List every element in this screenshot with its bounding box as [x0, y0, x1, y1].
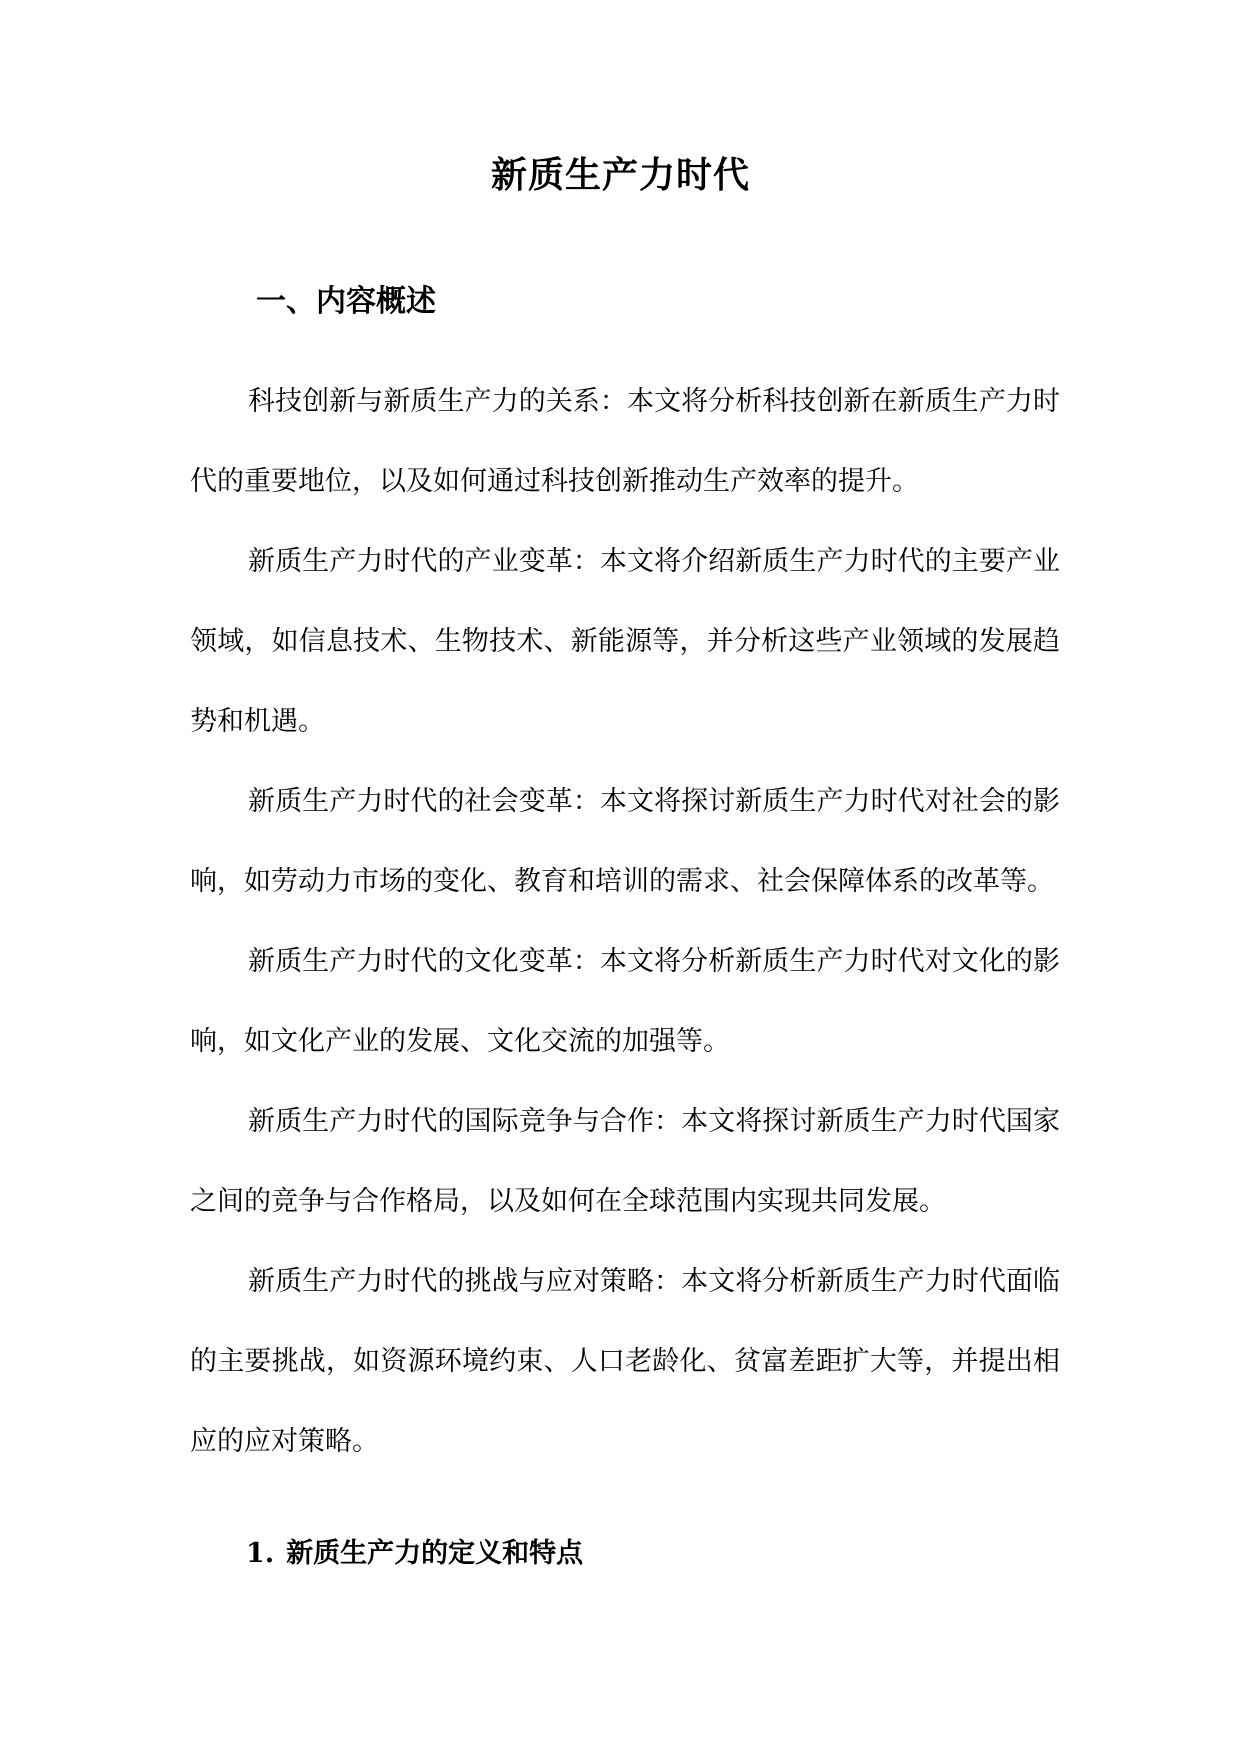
- paragraph-industry-change: 新质生产力时代的产业变革：本文将介绍新质生产力时代的主要产业领域，如信息技术、生物技术、新能源等，并分析这些产业领域的发展趋势和机遇。: [190, 546, 1060, 737]
- section-heading: 一、内容概述: [256, 284, 436, 319]
- paragraph-challenges: 新质生产力时代的挑战与应对策略：本文将分析新质生产力时代面临的主要挑战，如资源环境约束、人口老龄化、贫富差距扩大等，并提出相应的应对策略。: [190, 1266, 1060, 1457]
- subsection-number: 1.: [246, 1538, 275, 1569]
- document-body: [190, 362, 1060, 1482]
- subsection-title: 新质生产力的定义和特点: [286, 1538, 584, 1569]
- paragraph-tech-innovation: 科技创新与新质生产力的关系：本文将分析科技创新在新质生产力时代的重要地位，以及如何通过科技创新推动生产效率的提升。: [190, 386, 1060, 497]
- paragraph-cultural-change: 新质生产力时代的文化变革：本文将分析新质生产力时代对文化的影响，如文化产业的发展、文化交流的加强等。: [190, 946, 1060, 1057]
- paragraph-international: 新质生产力时代的国际竞争与合作：本文将探讨新质生产力时代国家之间的竞争与合作格局，以及如何在全球范围内实现共同发展。: [190, 1106, 1060, 1217]
- subsection-heading: [246, 1534, 583, 1574]
- paragraph-social-change: 新质生产力时代的社会变革：本文将探讨新质生产力时代对社会的影响，如劳动力市场的变化、教育和培训的需求、社会保障体系的改革等。: [190, 786, 1060, 897]
- document-title: 新质生产力时代: [490, 154, 750, 196]
